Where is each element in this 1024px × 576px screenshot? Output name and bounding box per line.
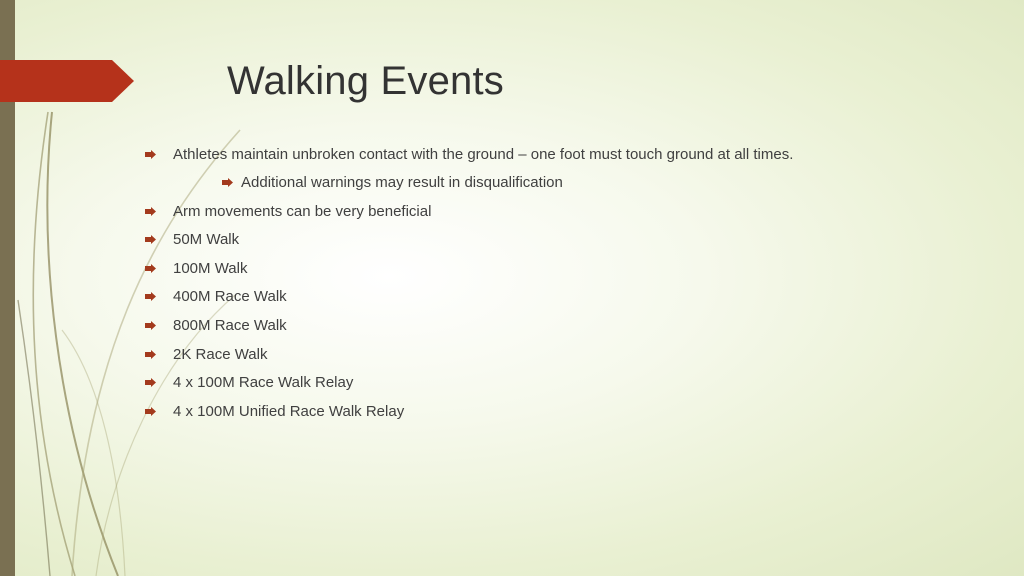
- bullet-text: 800M Race Walk: [173, 317, 287, 334]
- bullet-text: Additional warnings may result in disqualification: [241, 174, 563, 191]
- bullet-text: Arm movements can be very beneficial: [173, 203, 432, 220]
- bullet-item-2k-race-walk: [145, 345, 267, 365]
- bullet-text: 2K Race Walk: [173, 346, 268, 363]
- bullet-text: 100M Walk: [173, 260, 248, 277]
- bullet-item-rules: [145, 145, 793, 165]
- bullet-text: 4 x 100M Race Walk Relay: [173, 374, 354, 391]
- arrow-bullet-icon: [145, 235, 156, 244]
- arrow-bullet-icon: [145, 350, 156, 359]
- slide-title: Walking Events: [227, 59, 504, 103]
- bullet-text: 50M Walk: [173, 231, 240, 248]
- arrow-bullet-icon: [145, 407, 156, 416]
- arrow-bullet-icon: [145, 378, 156, 387]
- arrow-bullet-icon: [145, 150, 156, 159]
- arrow-bullet-icon: [145, 207, 156, 216]
- bullet-item-relay: [145, 373, 353, 393]
- bullet-item-400m-race-walk: [145, 287, 287, 307]
- arrow-bullet-icon: [145, 292, 156, 301]
- arrow-bullet-icon: [222, 178, 233, 187]
- bullet-text: 400M Race Walk: [173, 288, 287, 305]
- bullet-item-100m-walk: [145, 259, 247, 279]
- bullet-item-unified-relay: [145, 402, 404, 422]
- title-accent-tab: [0, 60, 134, 102]
- bullet-item-800m-race-walk: [145, 316, 287, 336]
- title-accent-shape: [0, 60, 134, 102]
- bullet-text: Athletes maintain unbroken contact with the ground – one foot must touch ground at all times.: [173, 146, 794, 163]
- bullet-text: 4 x 100M Unified Race Walk Relay: [173, 403, 405, 420]
- arrow-bullet-icon: [145, 321, 156, 330]
- bullet-item-warnings: [222, 173, 563, 193]
- bullet-item-arm-movements: [145, 202, 431, 222]
- bullet-item-50m-walk: [145, 230, 239, 250]
- arrow-bullet-icon: [145, 264, 156, 273]
